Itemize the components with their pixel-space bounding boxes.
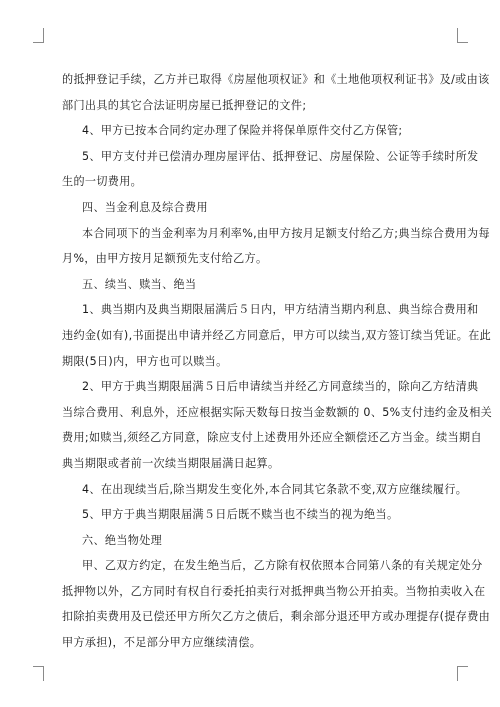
text-line: 甲、乙双方约定，在发生绝当后，乙方除有权依照本合同第八条的有关规定处分	[82, 559, 483, 573]
crop-mark-bottom-left	[33, 666, 44, 681]
text-line: 生的一切费用。	[62, 175, 143, 189]
crop-mark-bottom-right	[457, 666, 468, 681]
text-line: 本合同项下的当金利率为月利率%,由甲方按月足额支付给乙方;典当综合费用为每	[82, 226, 490, 240]
text-line: 部门出具的其它合法证明房屋已抵押登记的文件;	[62, 98, 307, 112]
text-line: 的抵押登记手续，乙方并已取得《房屋他项权证》和《土地他项权利证书》及/或由该	[62, 73, 490, 86]
section-heading: 六、绝当物处理	[82, 533, 163, 547]
text-line: 2、甲方于典当期限届满５日后申请续当并经乙方同意续当的，除向乙方结清典	[82, 380, 479, 394]
text-line: 1、典当期内及典当期限届满后５日内，甲方结清当期内利息、典当综合费用和	[82, 303, 479, 317]
text-line: 甲方承担)，不足部分甲方应继续清偿。	[62, 636, 262, 650]
section-heading: 四、当金利息及综合费用	[82, 200, 208, 214]
text-line: 费用;如赎当,须经乙方同意，除应支付上述费用外还应全额偿还乙方当金。续当期自	[62, 431, 482, 445]
text-line: 5、甲方于典当期限届满５日后既不赎当也不续当的视为绝当。	[82, 508, 399, 522]
text-line: 扣除拍卖费用及已偿还甲方所欠乙方之债后，剩余部分退还甲方或办理提存(提存费由	[62, 610, 491, 624]
text-line: 违约金(如有),书面提出申请并经乙方同意后，甲方可以续当,双方签订续当凭证。在此	[62, 328, 492, 342]
text-line: 4、甲方已按本合同约定办理了保险并将保单原件交付乙方保管;	[82, 124, 403, 138]
text-line: 典当期限或者前一次续当期限届满日起算。	[62, 456, 280, 470]
text-line: 当综合费用、利息外，还应根据实际天数每日按当金数额的 0、5%支付违约金及相关	[62, 405, 493, 419]
section-heading: 五、续当、赎当、绝当	[82, 277, 197, 291]
text-line: 期限(5日)内，甲方也可以赎当。	[62, 354, 228, 368]
document-body	[62, 67, 493, 656]
text-line: 5、甲方支付并已偿清办理房屋评估、抵押登记、房屋保险、公证等手续时所发	[82, 149, 479, 163]
text-line: 月%，由甲方按月足额预先支付给乙方。	[62, 252, 268, 266]
text-line: 4、在出现续当后,除当期发生变化外,本合同其它条款不变,双方应继续履行。	[82, 482, 468, 496]
text-line: 抵押物以外，乙方同时有权自行委托拍卖行对抵押典当物公开拍卖。当物拍卖收入在	[62, 584, 486, 598]
crop-mark-top-left	[33, 28, 44, 43]
crop-mark-top-right	[457, 28, 468, 43]
